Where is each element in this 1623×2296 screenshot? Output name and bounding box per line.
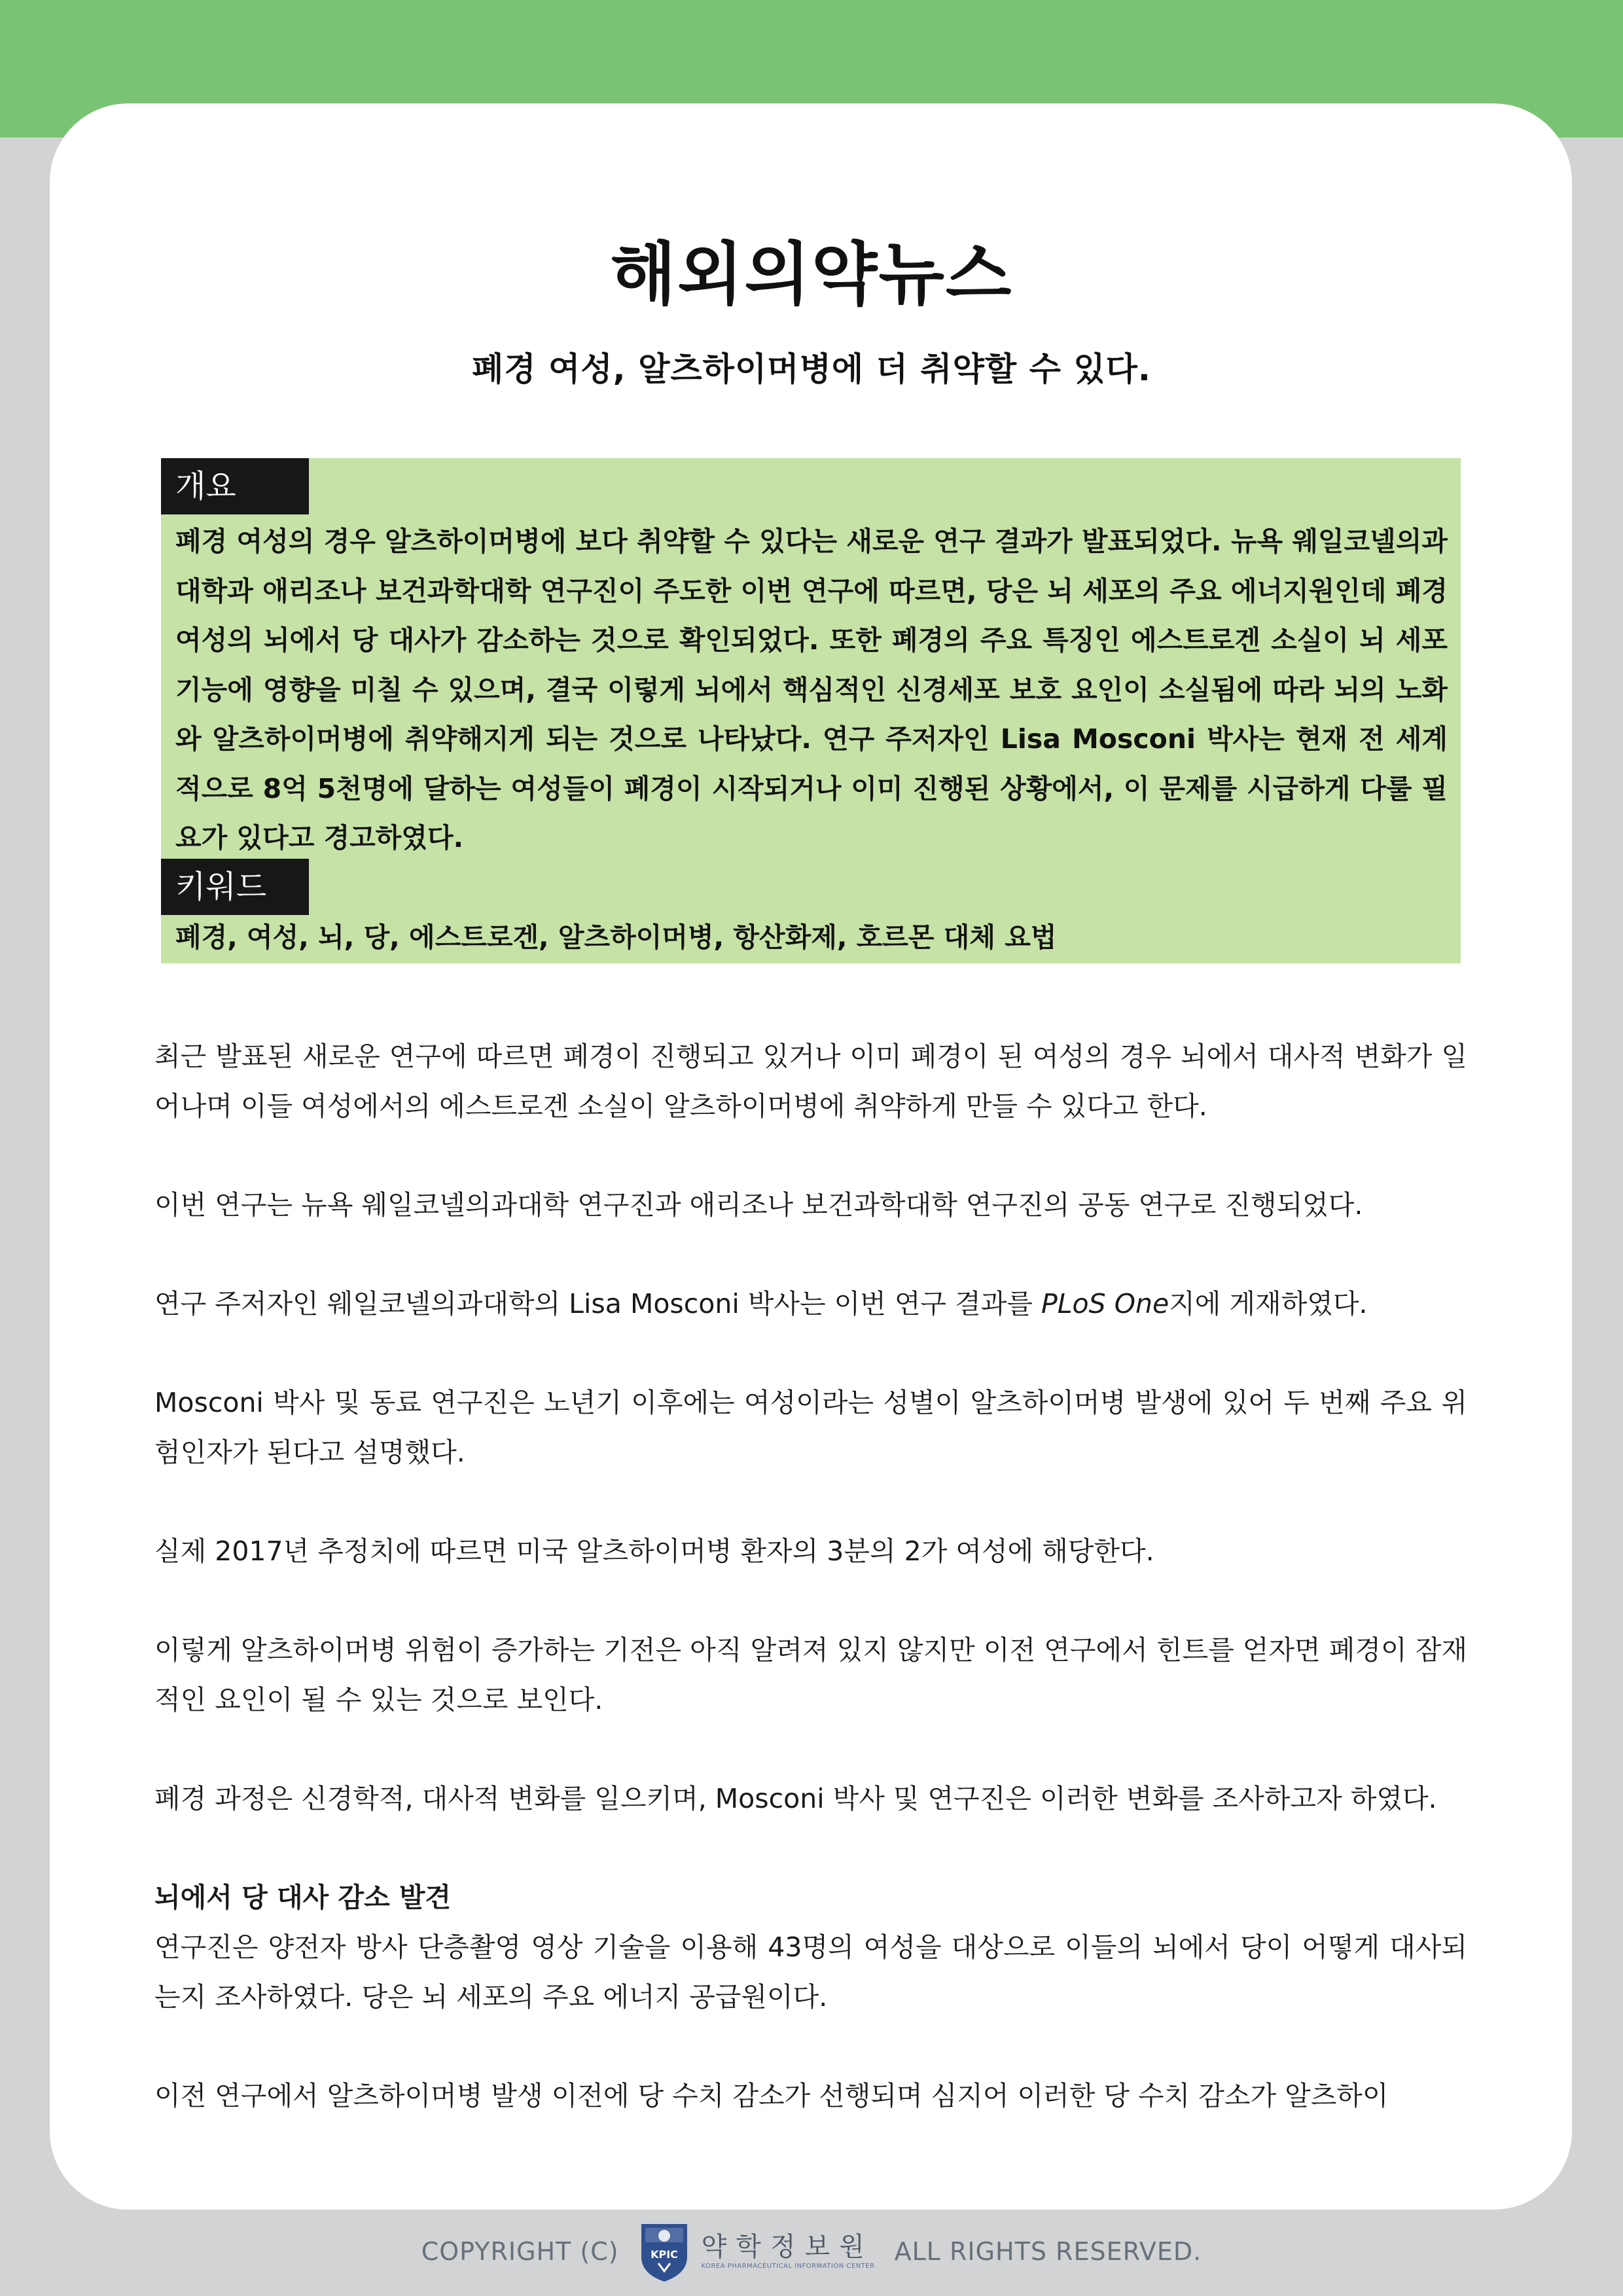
summary-box <box>161 458 1461 963</box>
article-headline: 폐경 여성, 알츠하이머병에 더 취약할 수 있다. <box>472 350 1151 388</box>
body-paragraph-3-start: 연구 주저자인 웨일코넬의과대학의 Lisa Mosconi 박사는 이번 연구 결과를 <box>154 1288 1041 1319</box>
body-paragraph-2: 이번 연구는 뉴욕 웨일코넬의과대학 연구진과 애리조나 보건과학대학 연구진의 공동 연구로 진행되었다. <box>154 1189 1363 1221</box>
copyright-right: ALL RIGHTS RESERVED. <box>894 2237 1202 2266</box>
body-paragraph-9: 이전 연구에서 알츠하이머병 발생 이전에 당 수치 감소가 선행되며 심지어 이러한 당 수치 감소가 알츠하이 <box>154 2080 1389 2111</box>
body-paragraph-3 <box>154 1279 1467 1329</box>
kpic-shield-icon <box>639 2220 690 2283</box>
overview-text: 폐경 여성의 경우 알츠하이머병에 보다 취약할 수 있다는 새로운 연구 결과가 발표되었다. 뉴욕 웨일코넬의과대학과 애리조나 보건과학대학 연구진이 주도한 이번 연구에 따르면, 당은 뇌 세포의 주요 에너지원인데 폐경 여성의 뇌에서 당 대사가 감소하는 것으로 확인되었다. 또한 폐경의 주요 특징인 에스트로겐 소실이 뇌 세포 기능에 영향을 미칠 수 있으며, 결국 이렇게 뇌에서 핵심적인 신경세포 보호 요인이 소실됨에 따라 뇌의 노화와 알츠하이머병에 취약해지게 되는 것으로 나타났다. 연구 주저자인 Lisa Mosconi 박사는 현재 전 세계적으로 8억 5천명에 달하는 여성들이 폐경이 시작되거나 이미 진행된 상황에서, 이 문제를 시급하게 다룰 필요가 있다고 경고하였다. <box>175 526 1448 853</box>
section-heading: 뇌에서 당 대사 감소 발견 <box>154 1882 452 1913</box>
kpic-logo <box>639 2220 875 2283</box>
logo-korean-name: 약학정보원 <box>701 2232 874 2262</box>
footer <box>0 2212 1623 2291</box>
logo-english-name: KOREA PHARMACEUTICAL INFORMATION CENTER <box>701 2263 875 2270</box>
keyword-text: 폐경, 여성, 뇌, 당, 에스트로겐, 알츠하이머병, 항산화제, 호르몬 대체 요법 <box>175 922 1057 953</box>
overview-label: 개요 <box>161 458 309 514</box>
body-paragraph-8: 연구진은 양전자 방사 단층촬영 영상 기술을 이용해 43명의 여성을 대상으로 이들의 뇌에서 당이 어떻게 대사되는지 조사하였다. 당은 뇌 세포의 주요 에너지 공급원이다. <box>154 1931 1467 2013</box>
page-title: 해외의약뉴스 <box>610 234 1013 314</box>
body-paragraph-1: 최근 발표된 새로운 연구에 따르면 폐경이 진행되고 있거나 이미 폐경이 된 여성의 경우 뇌에서 대사적 변화가 일어나며 이들 여성에서의 에스트로겐 소실이 알츠하이머병에 취약하게 만들 수 있다고 한다. <box>154 1041 1467 1122</box>
article-body <box>154 1031 1467 2121</box>
body-paragraph-6: 이렇게 알츠하이머병 위험이 증가하는 기전은 아직 알려져 있지 않지만 이전 연구에서 힌트를 얻자면 폐경이 잠재적인 요인이 될 수 있는 것으로 보인다. <box>154 1634 1467 1715</box>
journal-name: PLoS One <box>1041 1288 1169 1319</box>
kpic-badge-text: KPIC <box>650 2248 678 2261</box>
keyword-label: 키워드 <box>161 859 309 915</box>
body-paragraph-7: 폐경 과정은 신경학적, 대사적 변화를 일으키며, Mosconi 박사 및 연구진은 이러한 변화를 조사하고자 하였다. <box>154 1783 1437 1814</box>
body-paragraph-5: 실제 2017년 추정치에 따르면 미국 알츠하이머병 환자의 3분의 2가 여성에 해당한다. <box>154 1535 1154 1567</box>
copyright-left: COPYRIGHT (C) <box>421 2237 619 2266</box>
body-paragraph-3-end: 지에 게재하였다. <box>1169 1288 1368 1319</box>
body-paragraph-4: Mosconi 박사 및 동료 연구진은 노년기 이후에는 여성이라는 성별이 알츠하이머병 발생에 있어 두 번째 주요 위험인자가 된다고 설명했다. <box>154 1387 1467 1468</box>
